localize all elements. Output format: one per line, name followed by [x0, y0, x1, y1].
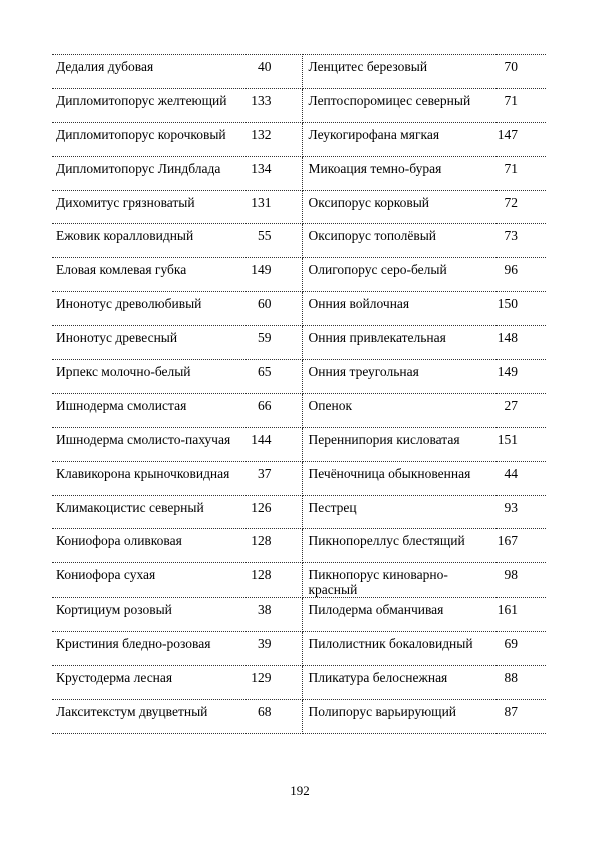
page-ref: 128	[246, 563, 302, 598]
species-name: Полипорус варьирующий	[302, 700, 496, 734]
table-row	[52, 258, 546, 292]
page-ref: 68	[246, 700, 302, 734]
page-ref: 167	[496, 529, 546, 563]
species-name: Оксипорус тополёвый	[302, 224, 496, 258]
page-ref: 149	[246, 258, 302, 292]
species-name: Опенок	[302, 393, 496, 427]
table-row	[52, 224, 546, 258]
page-ref: 147	[496, 122, 546, 156]
species-name: Пликатура белоснежная	[302, 666, 496, 700]
table-row	[52, 292, 546, 326]
table-row	[52, 563, 546, 598]
species-name: Инонотус древесный	[52, 326, 246, 360]
page-ref: 44	[496, 461, 546, 495]
page-ref: 55	[246, 224, 302, 258]
table-row	[52, 393, 546, 427]
table-row	[52, 326, 546, 360]
species-name: Кортициум розовый	[52, 598, 246, 632]
species-name: Пилодерма обманчивая	[302, 598, 496, 632]
page-ref: 38	[246, 598, 302, 632]
species-name: Переннипория кисловатая	[302, 427, 496, 461]
species-name: Пикнопореллус блестящий	[302, 529, 496, 563]
table-row	[52, 190, 546, 224]
species-name: Дипломитопорус желтеющий	[52, 88, 246, 122]
page-ref: 27	[496, 393, 546, 427]
table-row	[52, 632, 546, 666]
species-name: Онния войлочная	[302, 292, 496, 326]
species-name: Климакоцистис северный	[52, 495, 246, 529]
species-name: Лептоспоромицес северный	[302, 88, 496, 122]
species-name: Еловая комлевая губка	[52, 258, 246, 292]
species-name: Пестрец	[302, 495, 496, 529]
page-ref: 134	[246, 156, 302, 190]
page-ref: 72	[496, 190, 546, 224]
page-ref: 88	[496, 666, 546, 700]
table-row	[52, 88, 546, 122]
page-ref: 66	[246, 393, 302, 427]
species-name: Пикнопорус киноварно-красный	[302, 563, 496, 598]
species-name: Крустодерма лесная	[52, 666, 246, 700]
table-row	[52, 55, 546, 89]
species-name: Ишнодерма смолисто-пахучая	[52, 427, 246, 461]
page-ref: 161	[496, 598, 546, 632]
page-ref: 73	[496, 224, 546, 258]
page-ref: 131	[246, 190, 302, 224]
table-row	[52, 700, 546, 734]
species-name: Ишнодерма смолистая	[52, 393, 246, 427]
page-ref: 71	[496, 88, 546, 122]
page-ref: 87	[496, 700, 546, 734]
page-ref: 98	[496, 563, 546, 598]
page-ref: 151	[496, 427, 546, 461]
table-row	[52, 529, 546, 563]
page-ref: 126	[246, 495, 302, 529]
species-name: Дипломитопорус Линдблада	[52, 156, 246, 190]
species-name: Пилолистник бокаловидный	[302, 632, 496, 666]
page-ref: 128	[246, 529, 302, 563]
species-name: Клавикорона крыночковидная	[52, 461, 246, 495]
table-row	[52, 427, 546, 461]
species-index-table	[52, 54, 546, 734]
species-name: Печёночница обыкновенная	[302, 461, 496, 495]
species-name: Кониофора оливковая	[52, 529, 246, 563]
page-ref: 59	[246, 326, 302, 360]
page-ref: 40	[246, 55, 302, 89]
page-ref: 71	[496, 156, 546, 190]
species-name: Ленцитес березовый	[302, 55, 496, 89]
species-name: Лакситекстум двуцветный	[52, 700, 246, 734]
page-ref: 148	[496, 326, 546, 360]
species-name: Инонотус древолюбивый	[52, 292, 246, 326]
page-ref: 37	[246, 461, 302, 495]
table-row	[52, 122, 546, 156]
species-name: Оксипорус корковый	[302, 190, 496, 224]
species-name: Олигопорус серо-белый	[302, 258, 496, 292]
page-ref: 60	[246, 292, 302, 326]
page-ref: 144	[246, 427, 302, 461]
table-row	[52, 666, 546, 700]
table-row	[52, 156, 546, 190]
species-name: Леукогирофана мягкая	[302, 122, 496, 156]
page-ref: 65	[246, 360, 302, 394]
page-ref: 93	[496, 495, 546, 529]
table-row	[52, 598, 546, 632]
page-ref: 69	[496, 632, 546, 666]
species-name: Онния привлекательная	[302, 326, 496, 360]
page-ref: 149	[496, 360, 546, 394]
page-ref: 96	[496, 258, 546, 292]
table-row	[52, 461, 546, 495]
page-ref: 39	[246, 632, 302, 666]
species-name: Онния треугольная	[302, 360, 496, 394]
page-ref: 133	[246, 88, 302, 122]
page-ref: 129	[246, 666, 302, 700]
species-name: Дипломитопорус корочковый	[52, 122, 246, 156]
species-name: Кристиния бледно-розовая	[52, 632, 246, 666]
species-name: Дихомитус грязноватый	[52, 190, 246, 224]
page-ref: 150	[496, 292, 546, 326]
table-row	[52, 360, 546, 394]
species-name: Дедалия дубовая	[52, 55, 246, 89]
page-number: 192	[290, 783, 310, 798]
index-body	[52, 55, 546, 734]
species-name: Ирпекс молочно-белый	[52, 360, 246, 394]
page-ref: 132	[246, 122, 302, 156]
species-name: Кониофора сухая	[52, 563, 246, 598]
page-ref: 70	[496, 55, 546, 89]
species-name: Ежовик коралловидный	[52, 224, 246, 258]
table-row	[52, 495, 546, 529]
species-name: Микоация темно-бурая	[302, 156, 496, 190]
